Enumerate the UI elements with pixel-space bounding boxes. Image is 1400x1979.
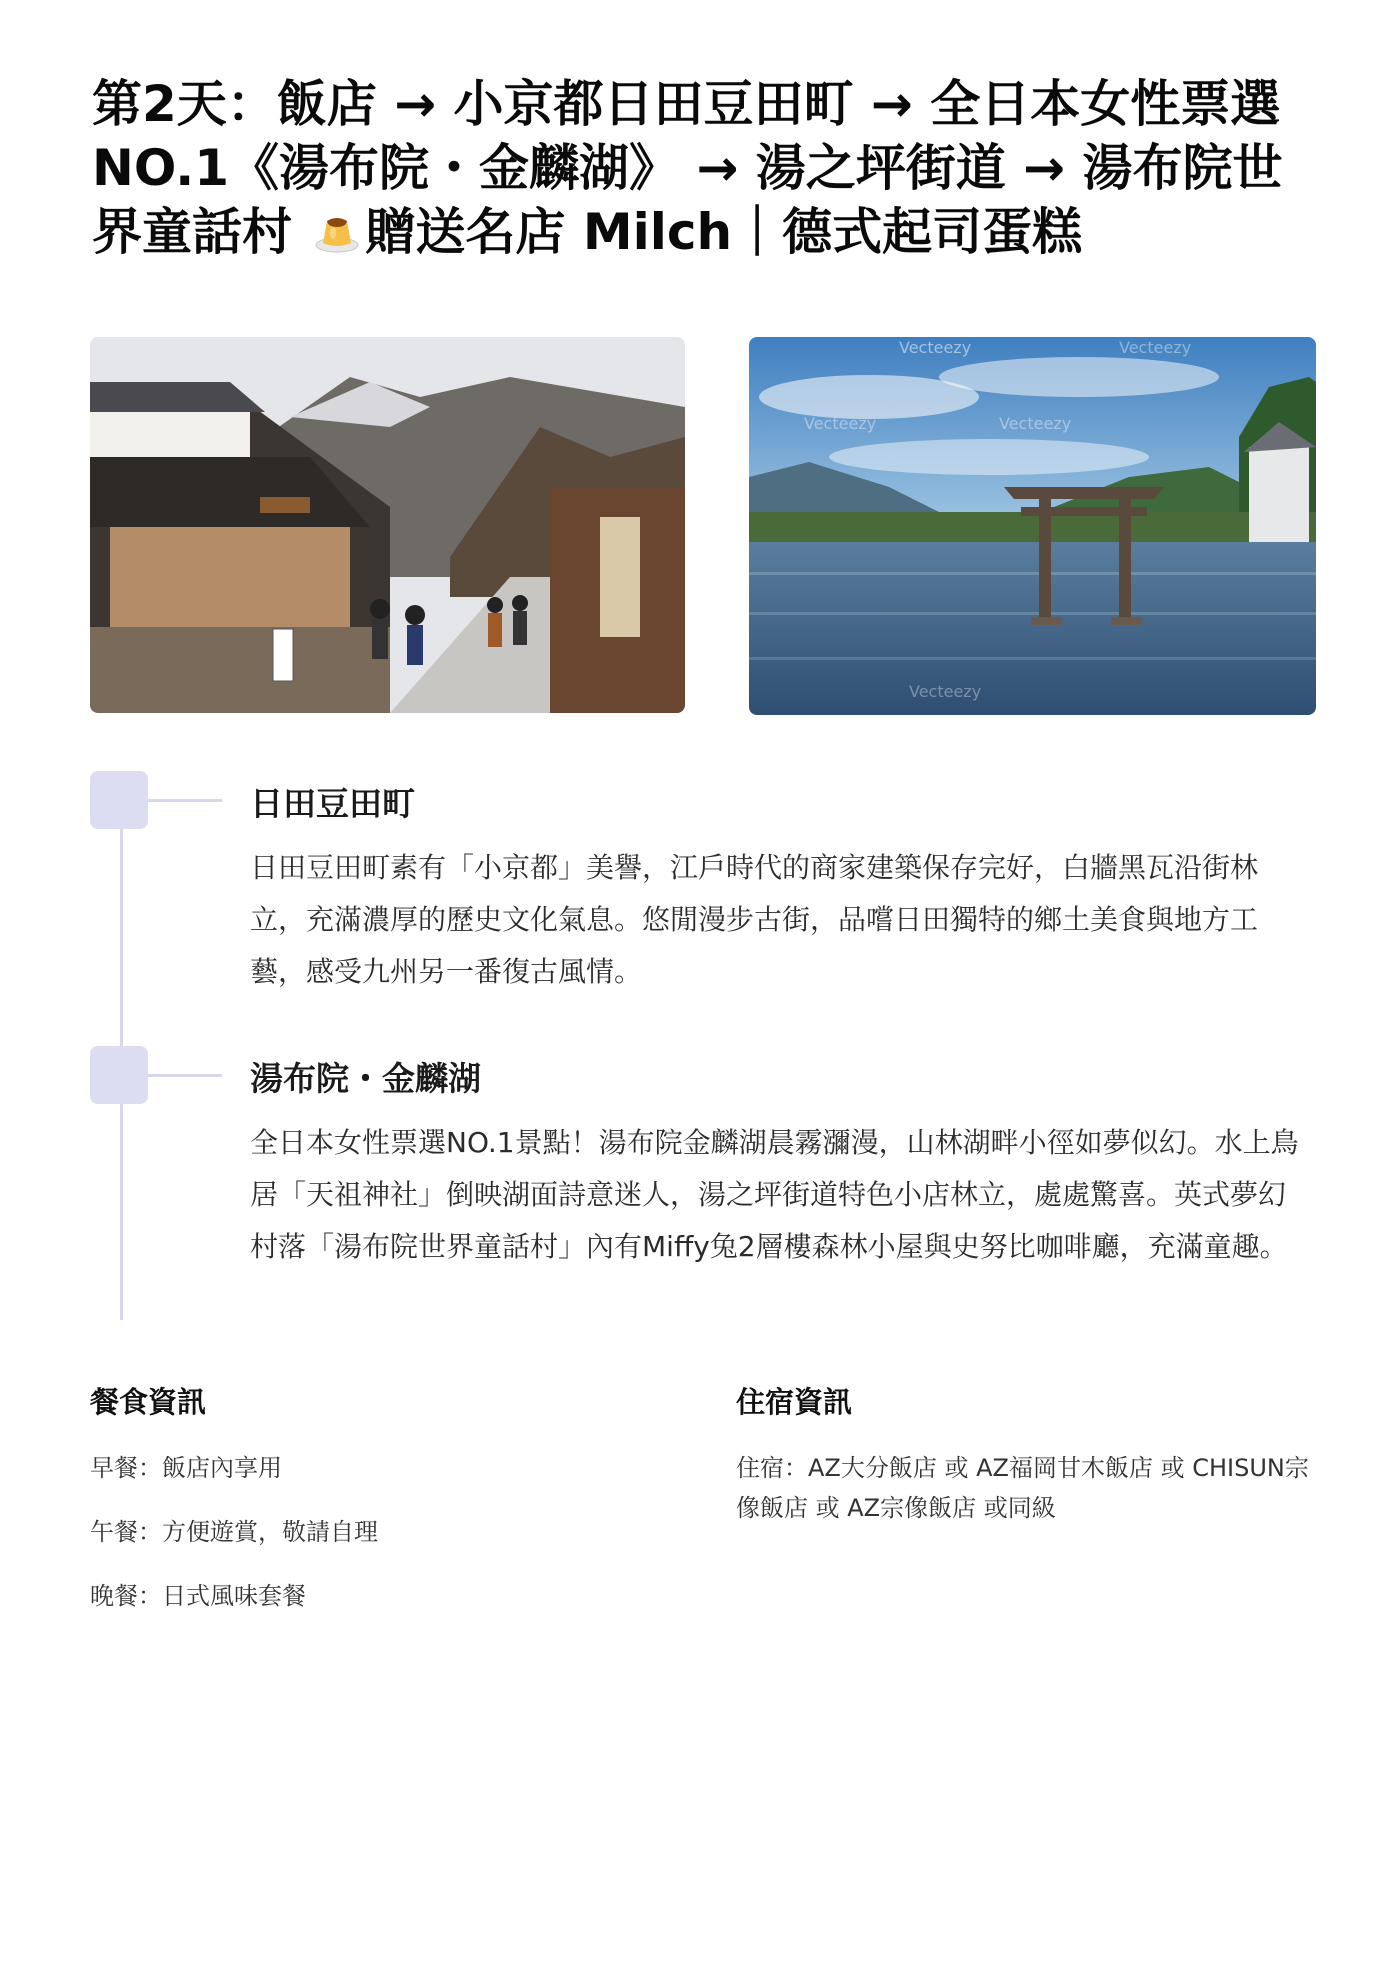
meals-heading: 餐食資訊 <box>90 1385 207 1419</box>
timeline-node-1 <box>90 771 148 829</box>
svg-text:Vecteezy: Vecteezy <box>999 414 1072 433</box>
meal-lunch: 午餐：方便遊賞，敬請自理 <box>90 1518 378 1546</box>
stop-desc-kinrinko: 全日本女性票選NO.1景點！湯布院金麟湖晨霧瀰漫，山林湖畔小徑如夢似幻。水上鳥居「天祖神社」倒映湖面詩意迷人，湯之坪街道特色小店林立，處處驚喜。英式夢幻村落「湯布院世界童話村」內有Miffy兔2層樓森林小屋與史努比咖啡廳，充滿童趣。 <box>250 1126 1299 1263</box>
kinrinko-lake-photo <box>749 337 1316 715</box>
svg-text:Vecteezy: Vecteezy <box>909 682 982 701</box>
stop-desc-mameda: 日田豆田町素有「小京都」美譽，江戶時代的商家建築保存完好，白牆黑瓦沿街林立，充滿濃厚的歷史文化氣息。悠閒漫步古街，品嚐日田獨特的鄉土美食與地方工藝，感受九州另一番復古風情。 <box>250 851 1259 988</box>
stop-title-kinrinko: 湯布院・金麟湖 <box>250 1059 481 1098</box>
lodging-text: 住宿：AZ大分飯店 或 AZ福岡甘木飯店 或 CHISUN宗像飯店 或 AZ宗像飯店 或同級 <box>736 1454 1309 1522</box>
svg-text:Vecteezy: Vecteezy <box>804 414 877 433</box>
timeline-node-2 <box>90 1046 148 1104</box>
timeline-connector-1 <box>148 799 222 802</box>
day-title-part1: 第2天：飯店 → 小京都日田豆田町 → 全日本女性票選 NO.1《湯布院・金麟湖》 → 湯之坪街道 → 湯布院世界童話村 <box>92 75 1283 261</box>
lodging-heading: 住宿資訊 <box>736 1385 853 1419</box>
day-title <box>92 72 1332 270</box>
meal-breakfast: 早餐：飯店內享用 <box>90 1454 282 1482</box>
timeline-connector-2 <box>148 1074 222 1077</box>
vecteezy-watermark: Vecteezy <box>899 338 972 357</box>
day-title-part2: 贈送名店 Milch｜德式起司蛋糕 <box>365 203 1083 261</box>
pudding-icon <box>313 206 361 270</box>
svg-text:Vecteezy: Vecteezy <box>1119 338 1192 357</box>
stop-title-mameda: 日田豆田町 <box>250 784 415 823</box>
mameda-street-photo <box>90 337 685 713</box>
meal-dinner: 晚餐：日式風味套餐 <box>90 1582 306 1610</box>
